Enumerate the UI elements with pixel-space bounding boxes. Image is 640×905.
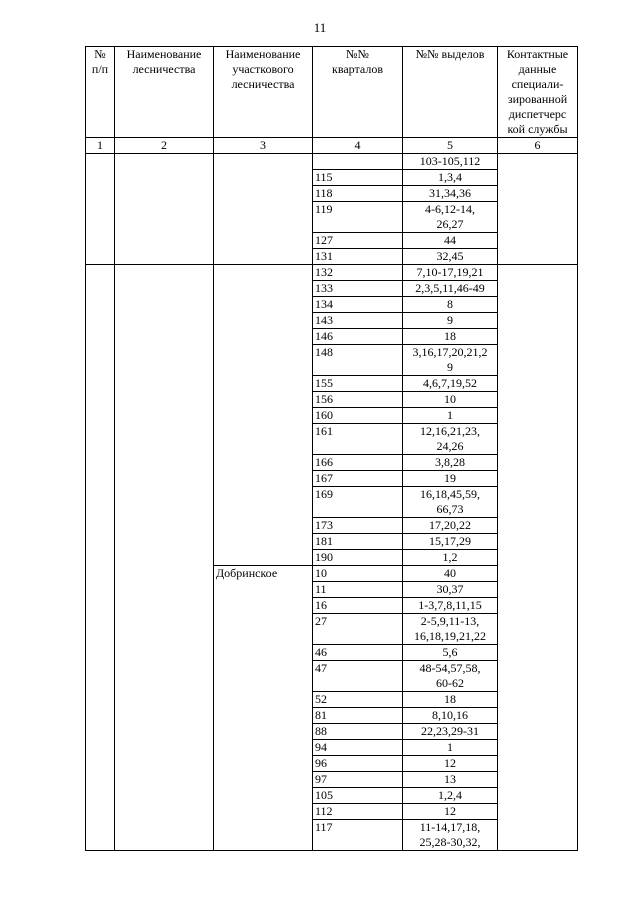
quarter-cell: 10 xyxy=(313,566,403,582)
quarter-cell xyxy=(313,154,403,170)
allotment-cell: 10 xyxy=(403,392,498,408)
quarter-cell: 166 xyxy=(313,455,403,471)
quarter-cell: 112 xyxy=(313,804,403,820)
quarter-cell: 97 xyxy=(313,772,403,788)
quarter-cell: 167 xyxy=(313,471,403,487)
allotment-cell: 1-3,7,8,11,15 xyxy=(403,598,498,614)
allotment-cell: 1,2,4 xyxy=(403,788,498,804)
quarter-cell: 96 xyxy=(313,756,403,772)
allotment-cell: 31,34,36 xyxy=(403,186,498,202)
allotment-cell: 30,37 xyxy=(403,582,498,598)
header-allotments: №№ выделов xyxy=(403,47,498,138)
district-name-cell: Добринское xyxy=(214,566,313,851)
allotment-cell: 22,23,29-31 xyxy=(403,724,498,740)
allotment-cell: 19 xyxy=(403,471,498,487)
quarter-cell: 119 xyxy=(313,202,403,233)
allotment-cell: 17,20,22 xyxy=(403,518,498,534)
quarter-cell: 146 xyxy=(313,329,403,345)
allotment-cell: 32,45 xyxy=(403,249,498,265)
quarter-cell: 190 xyxy=(313,550,403,566)
column-number: 3 xyxy=(214,138,313,154)
quarter-cell: 134 xyxy=(313,297,403,313)
allotment-cell: 1,3,4 xyxy=(403,170,498,186)
contacts-cell xyxy=(498,154,578,265)
allotment-cell: 12,16,21,23, 24,26 xyxy=(403,424,498,455)
quarter-cell: 11 xyxy=(313,582,403,598)
allotment-cell: 1,2 xyxy=(403,550,498,566)
quarter-cell: 16 xyxy=(313,598,403,614)
column-number: 2 xyxy=(115,138,214,154)
header-row xyxy=(86,47,578,138)
forestry-cell xyxy=(115,154,214,265)
allotment-cell: 4-6,12-14, 26,27 xyxy=(403,202,498,233)
allotment-cell: 5,6 xyxy=(403,645,498,661)
allotment-cell: 1 xyxy=(403,408,498,424)
allotment-cell: 40 xyxy=(403,566,498,582)
quarter-cell: 52 xyxy=(313,692,403,708)
quarter-cell: 94 xyxy=(313,740,403,756)
allotment-cell: 12 xyxy=(403,756,498,772)
quarter-cell: 181 xyxy=(313,534,403,550)
table-row xyxy=(86,154,578,170)
quarter-cell: 81 xyxy=(313,708,403,724)
allotment-cell: 2,3,5,11,46-49 xyxy=(403,281,498,297)
table-row xyxy=(86,265,578,281)
allotment-cell: 16,18,45,59, 66,73 xyxy=(403,487,498,518)
quarter-cell: 117 xyxy=(313,820,403,851)
quarter-cell: 133 xyxy=(313,281,403,297)
header-number: № п/п xyxy=(86,47,115,138)
quarter-cell: 143 xyxy=(313,313,403,329)
quarter-cell: 27 xyxy=(313,614,403,645)
allotment-cell: 3,16,17,20,21,2 9 xyxy=(403,345,498,376)
allotment-cell: 1 xyxy=(403,740,498,756)
allotment-cell: 7,10-17,19,21 xyxy=(403,265,498,281)
allotment-cell: 8 xyxy=(403,297,498,313)
quarter-cell: 88 xyxy=(313,724,403,740)
forestry-cell xyxy=(115,265,214,851)
quarter-cell: 173 xyxy=(313,518,403,534)
allotment-cell: 8,10,16 xyxy=(403,708,498,724)
allotment-cell: 11-14,17,18, 25,28-30,32, xyxy=(403,820,498,851)
quarter-cell: 118 xyxy=(313,186,403,202)
allotment-cell: 9 xyxy=(403,313,498,329)
quarter-cell: 155 xyxy=(313,376,403,392)
allotment-cell: 2-5,9,11-13, 16,18,19,21,22 xyxy=(403,614,498,645)
forestry-table xyxy=(85,46,578,851)
header-quarters: №№ кварталов xyxy=(313,47,403,138)
allotment-cell: 18 xyxy=(403,329,498,345)
allotment-cell: 44 xyxy=(403,233,498,249)
allotment-cell: 48-54,57,58, 60-62 xyxy=(403,661,498,692)
quarter-cell: 160 xyxy=(313,408,403,424)
allotment-cell: 4,6,7,19,52 xyxy=(403,376,498,392)
district-cell xyxy=(214,154,313,265)
quarter-cell: 115 xyxy=(313,170,403,186)
column-number-row xyxy=(86,138,578,154)
number-cell xyxy=(86,265,115,851)
quarter-cell: 161 xyxy=(313,424,403,455)
column-number: 6 xyxy=(498,138,578,154)
allotment-cell: 12 xyxy=(403,804,498,820)
allotment-cell: 15,17,29 xyxy=(403,534,498,550)
quarter-cell: 131 xyxy=(313,249,403,265)
contacts-cell xyxy=(498,265,578,851)
allotment-cell: 18 xyxy=(403,692,498,708)
header-contacts: Контактные данные специали- зированной диспетчерс кой службы xyxy=(498,47,578,138)
quarter-cell: 47 xyxy=(313,661,403,692)
header-district-name: Наименование участкового лесничества xyxy=(214,47,313,138)
quarter-cell: 156 xyxy=(313,392,403,408)
quarter-cell: 46 xyxy=(313,645,403,661)
allotment-cell: 13 xyxy=(403,772,498,788)
quarter-cell: 105 xyxy=(313,788,403,804)
quarter-cell: 169 xyxy=(313,487,403,518)
column-number: 1 xyxy=(86,138,115,154)
quarter-cell: 127 xyxy=(313,233,403,249)
number-cell xyxy=(86,154,115,265)
allotment-cell: 3,8,28 xyxy=(403,455,498,471)
page-number: 11 xyxy=(313,20,327,35)
column-number: 4 xyxy=(313,138,403,154)
allotment-cell: 103-105,112 xyxy=(403,154,498,170)
district-cell xyxy=(214,265,313,566)
quarter-cell: 132 xyxy=(313,265,403,281)
header-forestry-name: Наименование лесничества xyxy=(115,47,214,138)
quarter-cell: 148 xyxy=(313,345,403,376)
column-number: 5 xyxy=(403,138,498,154)
